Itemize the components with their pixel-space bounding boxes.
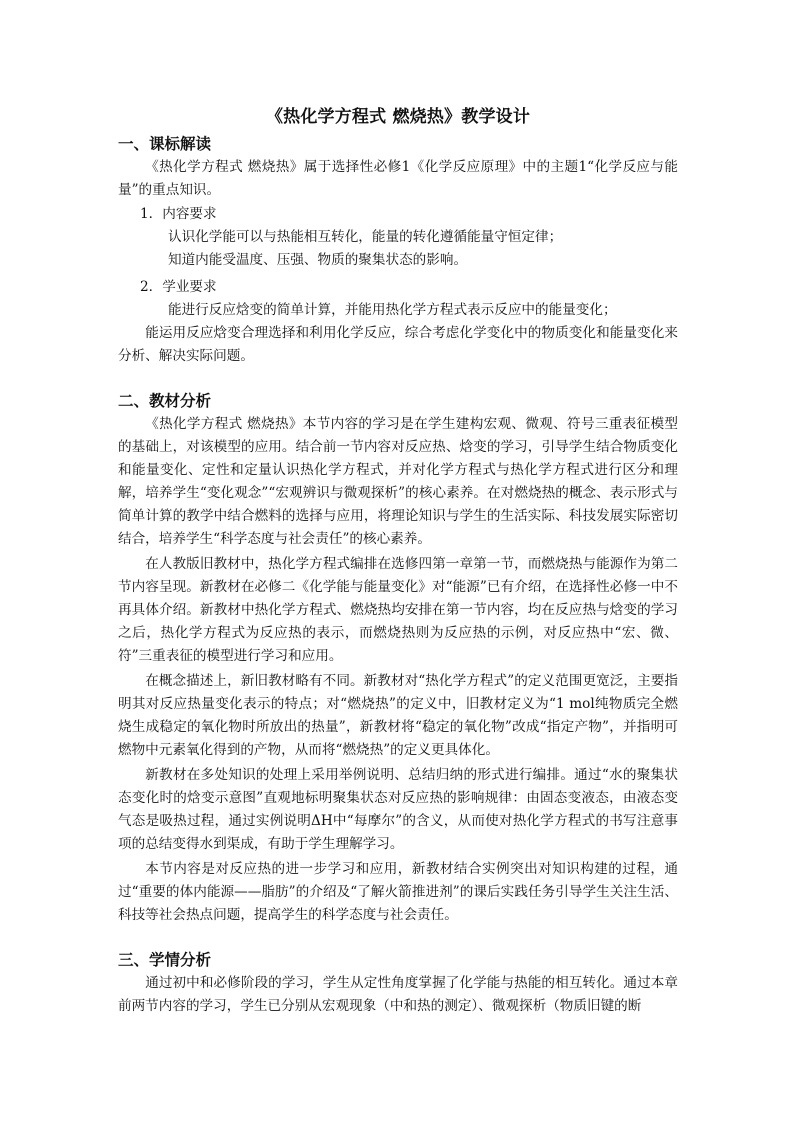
textbook-paragraph-5: 本节内容是对反应热的进一步学习和应用，新教材结合实例突出对知识构建的过程，通过“重要的体内能源——脂肪”的介绍及“了解火箭推进剂”的课后实践任务引导学生关注生活、科技等社会热点问题，提高学生的科学态度与社会责任。 bbox=[118, 861, 678, 923]
academic-requirement-line-1: 能进行反应焓变的简单计算，并能用热化学方程式表示反应中的能量变化； bbox=[168, 302, 617, 318]
section-heading-curriculum: 一、课标解读 bbox=[118, 134, 212, 153]
academic-requirement-line-2: 能运用反应焓变合理选择和利用化学反应，综合考虑化学变化中的物质变化和能量变化来分析、解决实际问题。 bbox=[118, 325, 678, 364]
document-page bbox=[118, 103, 678, 1018]
academic-requirements-heading: 2．学业要求 bbox=[140, 279, 217, 295]
student-analysis-paragraph-1: 通过初中和必修阶段的学习，学生从定性角度掌握了化学能与热能的相互转化。通过本章前两节内容的学习，学生已分别从宏观现象（中和热的测定）、微观探析（物质旧键的断 bbox=[118, 975, 678, 1014]
section-heading-textbook: 二、教材分析 bbox=[118, 391, 212, 410]
content-requirement-line-1: 认识化学能可以与热能相互转化，能量的转化遵循能量守恒定律； bbox=[168, 229, 563, 245]
content-requirements-heading: 1．内容要求 bbox=[140, 206, 217, 222]
content-requirement-line-2: 知道内能受温度、压强、物质的聚集状态的影响。 bbox=[168, 252, 468, 268]
textbook-paragraph-3: 在概念描述上，新旧教材略有不同。新教材对“热化学方程式”的定义范围更宽泛，主要指明其对反应热量变化表示的特点；对“燃烧热”的定义中，旧教材定义为“1 mol纯物质完全燃烧生成稳定的氧化物时所放出的热量”，新教材将“稳定的氧化物”改成“指定产物”，并指明可燃物中元素氧化得到的产物，从而将“燃烧热”的定义更具体化。 bbox=[118, 673, 678, 758]
section-heading-student-analysis: 三、学情分析 bbox=[118, 950, 212, 969]
document-title: 《热化学方程式 燃烧热》教学设计 bbox=[265, 107, 531, 127]
textbook-paragraph-1: 《热化学方程式 燃烧热》本节内容的学习是在学生建构宏观、微观、符号三重表征模型的基础上，对该模型的应用。结合前一节内容对反应热、焓变的学习，引导学生结合物质变化和能量变化、定性和定量认识热化学方程式，并对化学方程式与热化学方程式进行区分和理解，培养学生“变化观念”“宏观辨识与微观探析”的核心素养。在对燃烧热的概念、表示形式与简单计算的教学中结合燃料的选择与应用，将理论知识与学生的生活实际、科技发展实际密切结合，培养学生“科学态度与社会责任”的核心素养。 bbox=[118, 416, 678, 547]
textbook-paragraph-2: 在人教版旧教材中，热化学方程式编排在选修四第一章第一节，而燃烧热与能源作为第二节内容呈现。新教材在必修二《化学能与能量变化》对“能源”已有介绍，在选择性必修一中不再具体介绍。新教材中热化学方程式、燃烧热均安排在第一节内容，均在反应热与焓变的学习之后，热化学方程式为反应热的表示，而燃烧热则为反应热的示例，对反应热中“宏、微、符”三重表征的模型进行学习和应用。 bbox=[118, 556, 678, 664]
curriculum-intro-paragraph: 《热化学方程式 燃烧热》属于选择性必修1《化学反应原理》中的主题1“化学反应与能量”的重点知识。 bbox=[118, 159, 678, 198]
textbook-paragraph-4: 新教材在多处知识的处理上采用举例说明、总结归纳的形式进行编排。通过“水的聚集状态变化时的焓变示意图”直观地标明聚集状态对反应热的影响规律：由固态变液态，由液态变气态是吸热过程，通过实例说明ΔH中“每摩尔”的含义，从而使对热化学方程式的书写注意事项的总结变得水到渠成，有助于学生理解学习。 bbox=[118, 767, 678, 852]
